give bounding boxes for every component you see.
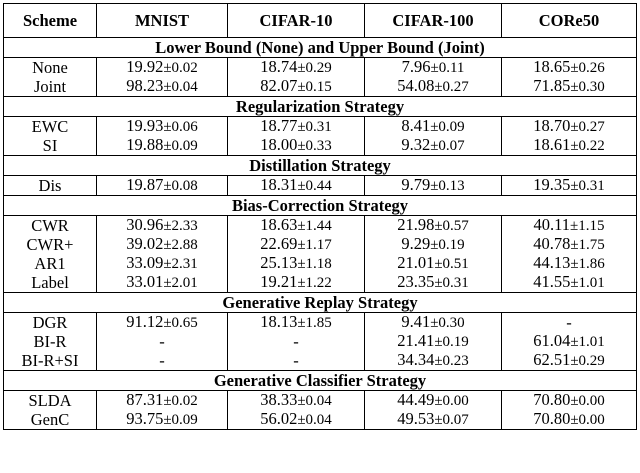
value-cell: [365, 77, 502, 97]
value-cell: [365, 332, 502, 351]
plus-minus-sign: ±: [297, 393, 306, 409]
std-value: 0.27: [442, 79, 469, 95]
std-value: 1.17: [305, 237, 332, 253]
value-cell: [502, 410, 637, 430]
mean-value: 9.41: [401, 312, 431, 331]
mean-value: 98.23: [126, 76, 164, 95]
value-cell: [97, 235, 228, 254]
std-value: 0.31: [578, 178, 605, 194]
section-title: Distillation Strategy: [4, 156, 637, 176]
plus-minus-sign: ±: [430, 178, 439, 194]
std-value: 0.51: [442, 256, 469, 272]
mean-value: 19.92: [126, 57, 164, 76]
mean-value: 49.53: [397, 409, 435, 428]
mean-value: 33.01: [126, 272, 164, 291]
std-value: 0.00: [442, 393, 469, 409]
mean-value: 18.31: [260, 175, 298, 194]
value-cell: [502, 391, 637, 411]
plus-minus-sign: ±: [163, 138, 172, 154]
section-row: [4, 293, 637, 313]
table-row: [4, 216, 637, 236]
plus-minus-sign: ±: [570, 178, 579, 194]
plus-minus-sign: ±: [430, 237, 439, 253]
table-row: [4, 351, 637, 371]
mean-value: -: [159, 331, 165, 351]
value-cell: [502, 332, 637, 351]
value-cell: [502, 254, 637, 273]
header-cifar-10: CIFAR-10: [228, 4, 365, 38]
section-title: Generative Replay Strategy: [4, 293, 637, 313]
value-cell: [502, 58, 637, 78]
plus-minus-sign: ±: [570, 138, 579, 154]
mean-value: 18.65: [533, 57, 571, 76]
section-title: Lower Bound (None) and Upper Bound (Joint): [4, 38, 637, 58]
mean-value: 70.80: [533, 390, 571, 409]
mean-value: 18.63: [260, 215, 298, 234]
mean-value: 18.61: [533, 135, 571, 154]
mean-value: 25.13: [260, 253, 298, 272]
plus-minus-sign: ±: [434, 393, 443, 409]
mean-value: 30.96: [126, 215, 164, 234]
plus-minus-sign: ±: [430, 119, 439, 135]
scheme-cell: Label: [4, 273, 97, 293]
value-cell: [97, 273, 228, 293]
plus-minus-sign: ±: [430, 315, 439, 331]
results-table: [3, 3, 637, 430]
mean-value: 19.21: [260, 272, 298, 291]
table-row: [4, 58, 637, 78]
std-value: 0.09: [171, 138, 198, 154]
plus-minus-sign: ±: [570, 218, 579, 234]
section-row: [4, 371, 637, 391]
mean-value: 7.96: [401, 57, 431, 76]
plus-minus-sign: ±: [297, 79, 306, 95]
header-row: [4, 4, 637, 38]
std-value: 0.23: [442, 353, 469, 369]
plus-minus-sign: ±: [163, 412, 172, 428]
plus-minus-sign: ±: [434, 412, 443, 428]
section-title: Bias-Correction Strategy: [4, 196, 637, 216]
plus-minus-sign: ±: [297, 315, 306, 331]
mean-value: 41.55: [533, 272, 571, 291]
plus-minus-sign: ±: [434, 256, 443, 272]
value-cell: [97, 176, 228, 196]
plus-minus-sign: ±: [570, 256, 579, 272]
value-cell: [365, 351, 502, 371]
value-cell: [97, 117, 228, 137]
std-value: 0.19: [438, 237, 465, 253]
std-value: 1.85: [305, 315, 332, 331]
plus-minus-sign: ±: [163, 119, 172, 135]
header-mnist: MNIST: [97, 4, 228, 38]
value-cell: [97, 410, 228, 430]
value-cell: [228, 313, 365, 333]
table-row: [4, 254, 637, 273]
std-value: 1.15: [578, 218, 605, 234]
mean-value: 71.85: [533, 76, 571, 95]
value-cell: [97, 58, 228, 78]
std-value: 1.44: [305, 218, 332, 234]
value-cell: [97, 313, 228, 333]
plus-minus-sign: ±: [163, 315, 172, 331]
plus-minus-sign: ±: [570, 119, 579, 135]
plus-minus-sign: ±: [297, 218, 306, 234]
scheme-cell: EWC: [4, 117, 97, 137]
scheme-cell: Joint: [4, 77, 97, 97]
value-cell: [228, 117, 365, 137]
plus-minus-sign: ±: [297, 178, 306, 194]
value-cell: [365, 391, 502, 411]
value-cell: [365, 58, 502, 78]
mean-value: 18.74: [260, 57, 298, 76]
value-cell: [228, 136, 365, 156]
scheme-cell: SLDA: [4, 391, 97, 411]
mean-value: 44.49: [397, 390, 435, 409]
section-row: [4, 156, 637, 176]
value-cell: [365, 136, 502, 156]
table-row: [4, 235, 637, 254]
plus-minus-sign: ±: [163, 237, 172, 253]
plus-minus-sign: ±: [430, 60, 439, 76]
value-cell: [228, 273, 365, 293]
plus-minus-sign: ±: [297, 412, 306, 428]
std-value: 0.04: [305, 393, 332, 409]
value-cell: [502, 216, 637, 236]
mean-value: 38.33: [260, 390, 298, 409]
value-cell: [97, 216, 228, 236]
std-value: 0.00: [578, 393, 605, 409]
mean-value: 61.04: [533, 331, 571, 350]
std-value: 0.29: [578, 353, 605, 369]
std-value: 0.11: [438, 60, 465, 76]
std-value: 1.75: [578, 237, 605, 253]
std-value: 0.65: [171, 315, 198, 331]
value-cell: [502, 313, 637, 333]
std-value: 2.88: [171, 237, 198, 253]
plus-minus-sign: ±: [570, 237, 579, 253]
value-cell: [502, 136, 637, 156]
value-cell: [228, 216, 365, 236]
scheme-cell: GenC: [4, 410, 97, 430]
value-cell: [365, 235, 502, 254]
mean-value: 40.78: [533, 234, 571, 253]
mean-value: 91.12: [126, 312, 164, 331]
mean-value: 93.75: [126, 409, 164, 428]
value-cell: [365, 254, 502, 273]
plus-minus-sign: ±: [570, 79, 579, 95]
value-cell: [228, 77, 365, 97]
std-value: 2.33: [171, 218, 198, 234]
std-value: 0.44: [305, 178, 332, 194]
mean-value: 44.13: [533, 253, 571, 272]
table-row: [4, 77, 637, 97]
mean-value: 82.07: [260, 76, 298, 95]
table-header: [4, 4, 637, 38]
table-row: [4, 273, 637, 293]
plus-minus-sign: ±: [434, 353, 443, 369]
plus-minus-sign: ±: [430, 138, 439, 154]
plus-minus-sign: ±: [163, 275, 172, 291]
std-value: 0.33: [305, 138, 332, 154]
header-cifar-100: CIFAR-100: [365, 4, 502, 38]
std-value: 0.07: [438, 138, 465, 154]
value-cell: [502, 176, 637, 196]
table-row: [4, 313, 637, 333]
scheme-cell: BI-R+SI: [4, 351, 97, 371]
section-title: Regularization Strategy: [4, 97, 637, 117]
scheme-cell: SI: [4, 136, 97, 156]
mean-value: 62.51: [533, 350, 571, 369]
value-cell: [365, 117, 502, 137]
value-cell: [365, 176, 502, 196]
plus-minus-sign: ±: [163, 178, 172, 194]
value-cell: [502, 235, 637, 254]
mean-value: 8.41: [401, 116, 431, 135]
std-value: 0.27: [578, 119, 605, 135]
table-row: [4, 332, 637, 351]
value-cell: [502, 77, 637, 97]
section-row: [4, 196, 637, 216]
std-value: 0.19: [442, 334, 469, 350]
value-cell: [365, 313, 502, 333]
scheme-cell: CWR+: [4, 235, 97, 254]
mean-value: 19.93: [126, 116, 164, 135]
mean-value: -: [293, 350, 299, 370]
value-cell: [228, 391, 365, 411]
mean-value: 54.08: [397, 76, 435, 95]
std-value: 0.31: [305, 119, 332, 135]
plus-minus-sign: ±: [297, 119, 306, 135]
value-cell: [502, 351, 637, 371]
std-value: 0.30: [578, 79, 605, 95]
table-row: [4, 410, 637, 430]
mean-value: 9.79: [401, 175, 431, 194]
mean-value: 19.87: [126, 175, 164, 194]
value-cell: [97, 332, 228, 351]
std-value: 0.22: [578, 138, 605, 154]
plus-minus-sign: ±: [434, 334, 443, 350]
std-value: 0.09: [438, 119, 465, 135]
value-cell: [502, 117, 637, 137]
mean-value: 34.34: [397, 350, 435, 369]
value-cell: [97, 254, 228, 273]
plus-minus-sign: ±: [163, 79, 172, 95]
plus-minus-sign: ±: [434, 275, 443, 291]
value-cell: [97, 77, 228, 97]
std-value: 0.30: [438, 315, 465, 331]
std-value: 2.01: [171, 275, 198, 291]
plus-minus-sign: ±: [570, 412, 579, 428]
table-row: [4, 391, 637, 411]
scheme-cell: BI-R: [4, 332, 97, 351]
std-value: 0.15: [305, 79, 332, 95]
value-cell: [228, 235, 365, 254]
plus-minus-sign: ±: [163, 60, 172, 76]
scheme-cell: AR1: [4, 254, 97, 273]
value-cell: [365, 216, 502, 236]
plus-minus-sign: ±: [297, 275, 306, 291]
plus-minus-sign: ±: [163, 256, 172, 272]
std-value: 0.57: [442, 218, 469, 234]
std-value: 0.02: [171, 393, 198, 409]
std-value: 0.04: [305, 412, 332, 428]
std-value: 0.26: [578, 60, 605, 76]
value-cell: [365, 273, 502, 293]
mean-value: 19.35: [533, 175, 571, 194]
table-row: [4, 117, 637, 137]
plus-minus-sign: ±: [434, 79, 443, 95]
std-value: 1.22: [305, 275, 332, 291]
value-cell: [97, 391, 228, 411]
std-value: 0.29: [305, 60, 332, 76]
std-value: 1.01: [578, 334, 605, 350]
plus-minus-sign: ±: [297, 237, 306, 253]
section-title: Generative Classifier Strategy: [4, 371, 637, 391]
std-value: 1.01: [578, 275, 605, 291]
mean-value: 22.69: [260, 234, 298, 253]
scheme-cell: None: [4, 58, 97, 78]
mean-value: -: [159, 350, 165, 370]
value-cell: [97, 351, 228, 371]
value-cell: [228, 351, 365, 371]
mean-value: 33.09: [126, 253, 164, 272]
mean-value: -: [293, 331, 299, 351]
table-row: [4, 136, 637, 156]
section-row: [4, 38, 637, 58]
std-value: 2.31: [171, 256, 198, 272]
std-value: 0.06: [171, 119, 198, 135]
value-cell: [228, 254, 365, 273]
std-value: 0.07: [442, 412, 469, 428]
value-cell: [502, 273, 637, 293]
std-value: 0.04: [171, 79, 198, 95]
mean-value: 56.02: [260, 409, 298, 428]
mean-value: 21.01: [397, 253, 435, 272]
mean-value: 23.35: [397, 272, 435, 291]
plus-minus-sign: ±: [570, 393, 579, 409]
plus-minus-sign: ±: [434, 218, 443, 234]
value-cell: [228, 332, 365, 351]
plus-minus-sign: ±: [570, 353, 579, 369]
plus-minus-sign: ±: [163, 218, 172, 234]
plus-minus-sign: ±: [297, 138, 306, 154]
std-value: 0.00: [578, 412, 605, 428]
header-scheme: Scheme: [4, 4, 97, 38]
mean-value: 18.77: [260, 116, 298, 135]
std-value: 1.18: [305, 256, 332, 272]
std-value: 0.02: [171, 60, 198, 76]
scheme-cell: CWR: [4, 216, 97, 236]
mean-value: 18.00: [260, 135, 298, 154]
section-row: [4, 97, 637, 117]
mean-value: 87.31: [126, 390, 164, 409]
plus-minus-sign: ±: [570, 60, 579, 76]
plus-minus-sign: ±: [163, 393, 172, 409]
std-value: 0.09: [171, 412, 198, 428]
plus-minus-sign: ±: [570, 275, 579, 291]
scheme-cell: DGR: [4, 313, 97, 333]
value-cell: [365, 410, 502, 430]
scheme-cell: Dis: [4, 176, 97, 196]
plus-minus-sign: ±: [570, 334, 579, 350]
table-row: [4, 176, 637, 196]
table-body: [4, 38, 637, 430]
mean-value: 18.13: [260, 312, 298, 331]
std-value: 0.13: [438, 178, 465, 194]
header-core50: CORe50: [502, 4, 637, 38]
mean-value: 9.29: [401, 234, 431, 253]
plus-minus-sign: ±: [297, 60, 306, 76]
mean-value: 21.98: [397, 215, 435, 234]
std-value: 0.08: [171, 178, 198, 194]
mean-value: 9.32: [401, 135, 431, 154]
mean-value: 21.41: [397, 331, 435, 350]
value-cell: [228, 176, 365, 196]
value-cell: [228, 58, 365, 78]
mean-value: 40.11: [533, 215, 571, 234]
mean-value: 70.80: [533, 409, 571, 428]
mean-value: 18.70: [533, 116, 571, 135]
value-cell: [97, 136, 228, 156]
mean-value: -: [566, 312, 572, 332]
mean-value: 39.02: [126, 234, 164, 253]
std-value: 0.31: [442, 275, 469, 291]
value-cell: [228, 410, 365, 430]
mean-value: 19.88: [126, 135, 164, 154]
std-value: 1.86: [578, 256, 605, 272]
plus-minus-sign: ±: [297, 256, 306, 272]
